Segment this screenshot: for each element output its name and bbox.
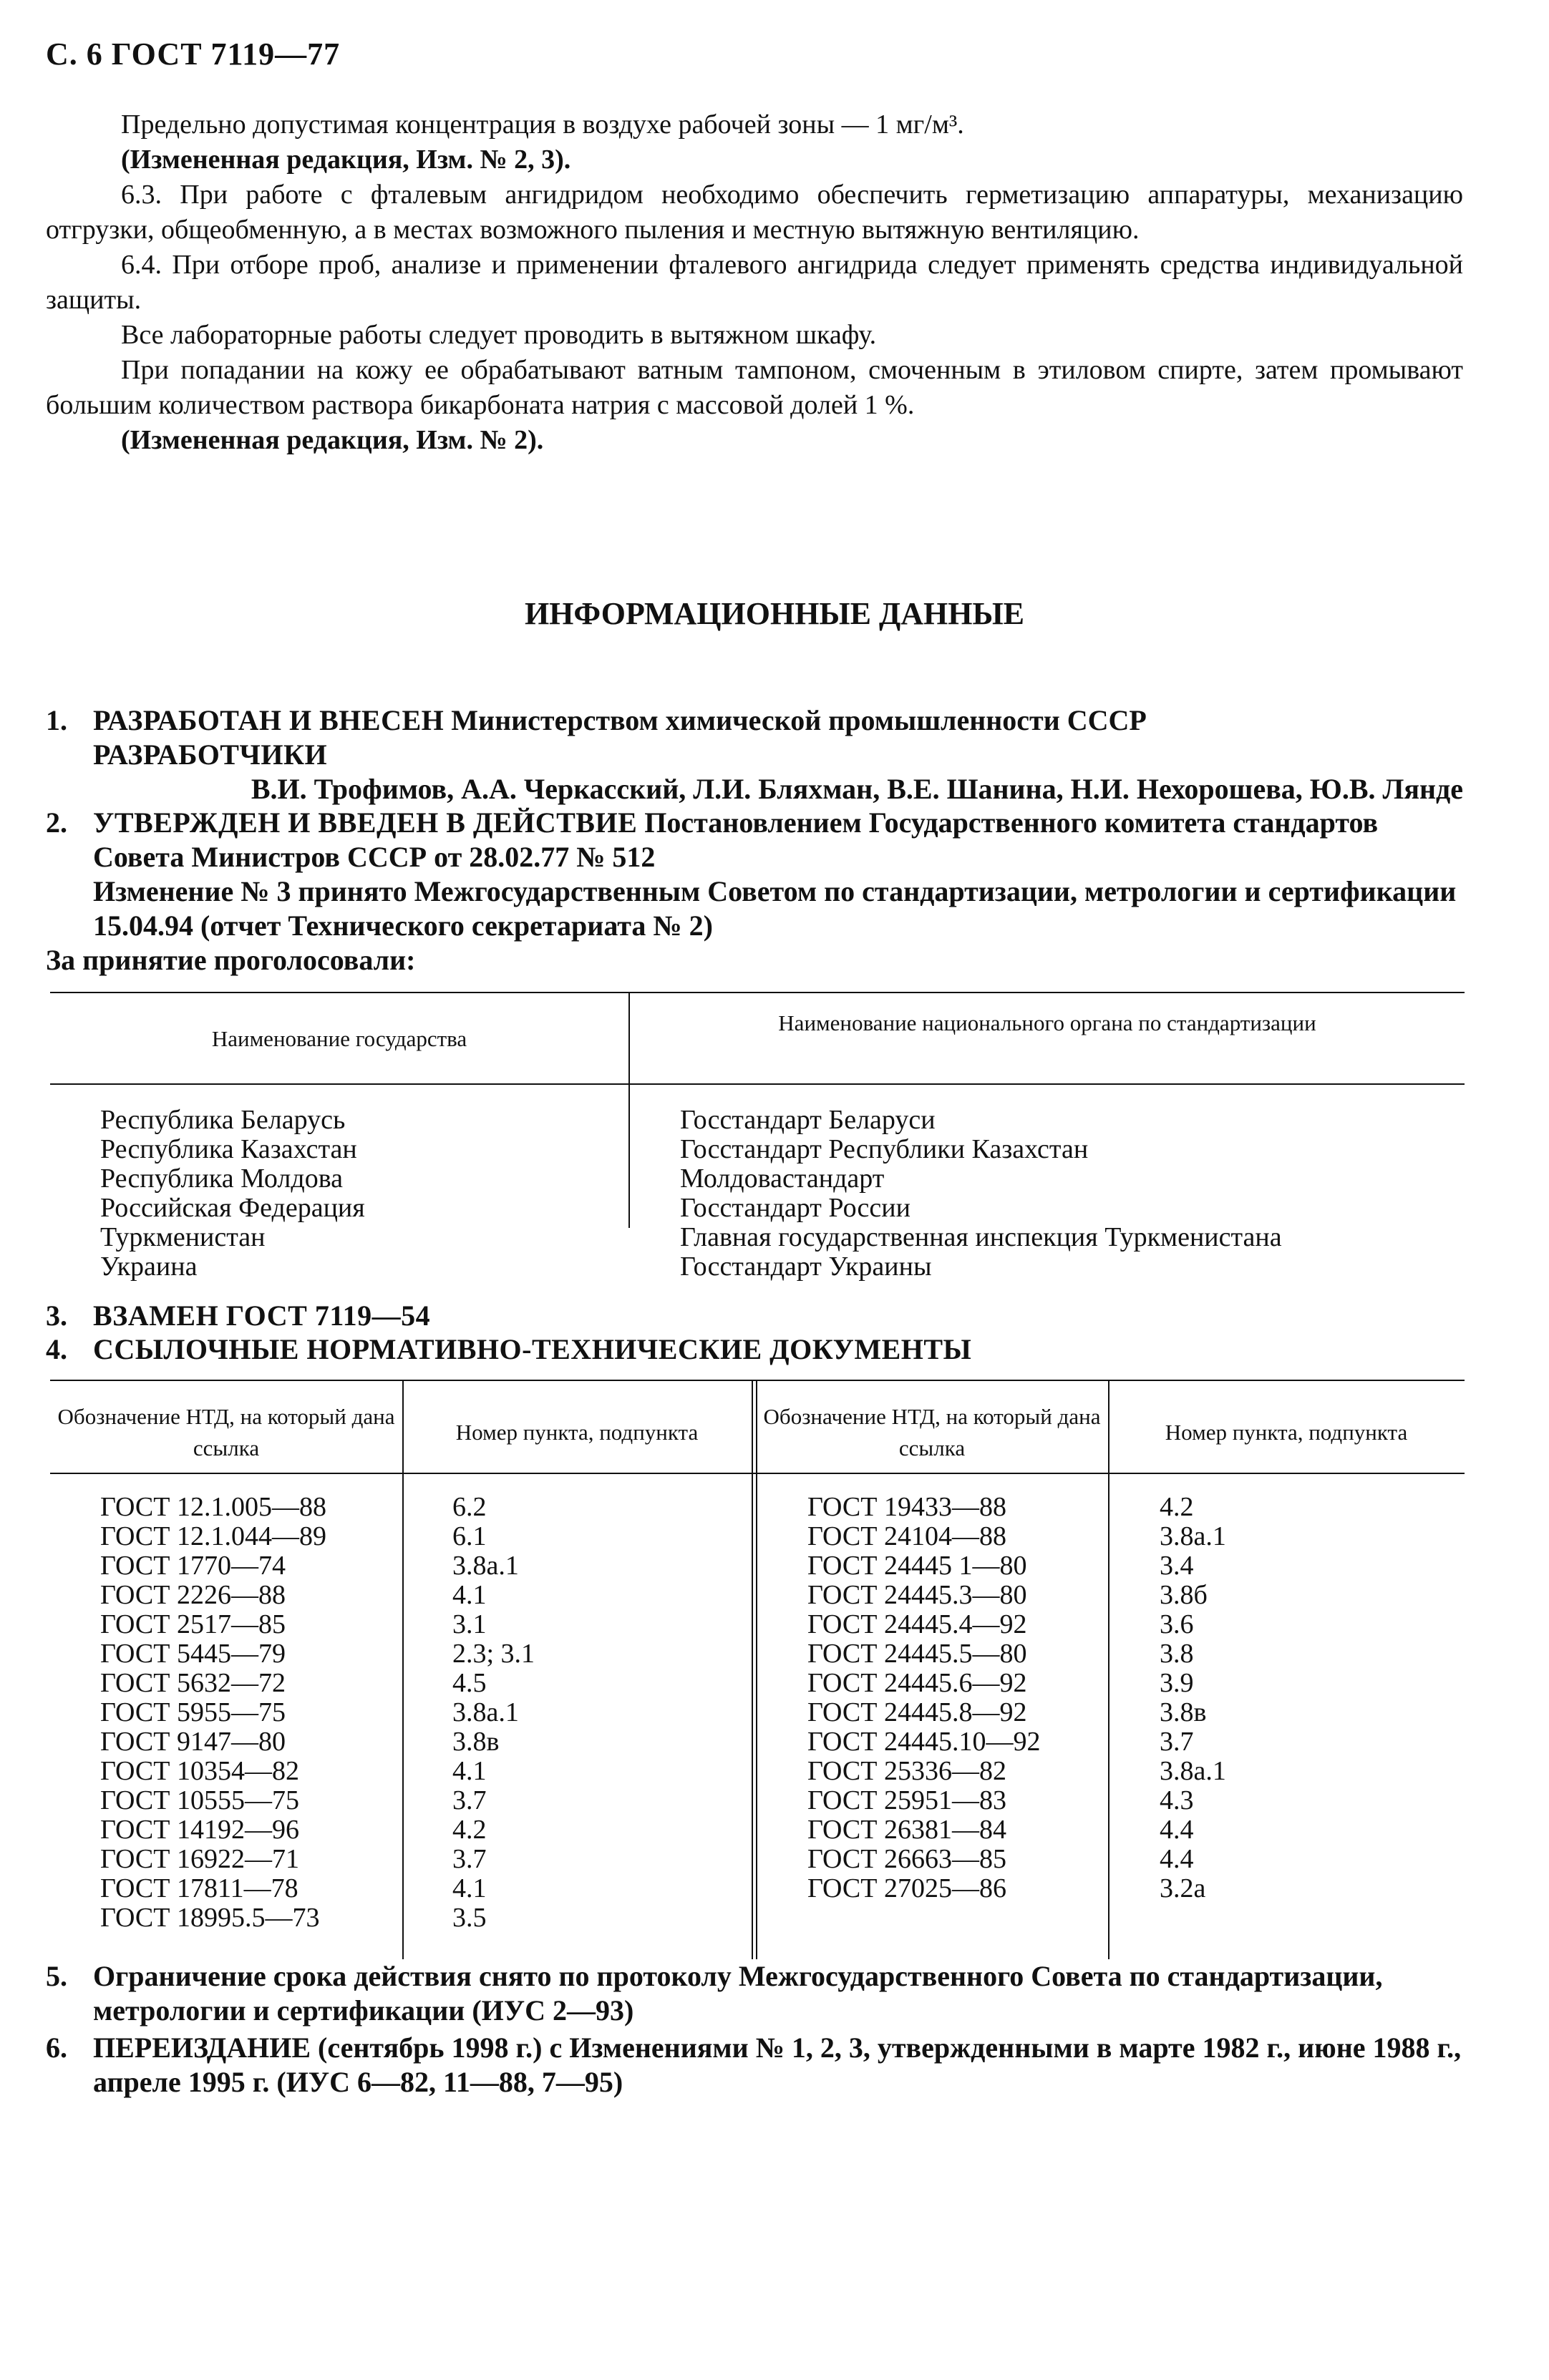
clause-cell: 3.8а.1 bbox=[452, 1551, 519, 1581]
state-cell: Республика Беларусь bbox=[100, 1105, 346, 1135]
ref-doc-cell: ГОСТ 24445.10—92 bbox=[807, 1727, 1041, 1757]
ref-doc-cell: ГОСТ 10555—75 bbox=[100, 1785, 299, 1815]
clause-cell: 3.1 bbox=[452, 1609, 487, 1639]
info-item-3 bbox=[46, 1299, 1463, 1333]
clause-cell: 4.2 bbox=[1160, 1492, 1194, 1522]
header-clause: Номер пункта, подпункта bbox=[455, 1420, 699, 1445]
item-text: ПЕРЕИЗДАНИЕ (сентябрь 1998 г.) с Изменениями № 1, 2, 3, утвержденными в марте 1982 г., июне 1988 г., апреле 1995 г. (ИУС 6—82, 11—88, 7—95) bbox=[93, 2032, 1462, 2098]
body-cell: Молдовастандарт bbox=[680, 1164, 885, 1194]
item-lead: УТВЕРЖДЕН И ВВЕДЕН В ДЕЙСТВИЕ bbox=[93, 806, 638, 839]
state-cell: Республика Молдова bbox=[100, 1164, 344, 1194]
item-lead: РАЗРАБОТАН И ВНЕСЕН bbox=[93, 704, 445, 736]
clause-cell: 3.9 bbox=[1160, 1668, 1194, 1698]
ref-doc-cell: ГОСТ 24445.4—92 bbox=[807, 1609, 1027, 1639]
state-cell: Украина bbox=[100, 1252, 198, 1282]
body-cell: Госстандарт Беларуси bbox=[680, 1105, 936, 1135]
clause-cell: 3.7 bbox=[452, 1785, 487, 1815]
item-number: 2. bbox=[46, 806, 67, 839]
ref-doc-cell: ГОСТ 2517—85 bbox=[100, 1609, 286, 1639]
clause-cell: 4.5 bbox=[452, 1668, 487, 1698]
clause-cell: 4.2 bbox=[452, 1815, 487, 1845]
clause-cell: 3.8а.1 bbox=[1160, 1521, 1226, 1551]
body-cell: Госстандарт Украины bbox=[680, 1252, 932, 1282]
clause-cell: 3.5 bbox=[452, 1903, 487, 1933]
ref-doc-cell: ГОСТ 18995.5—73 bbox=[100, 1903, 320, 1933]
body-cell: Главная государственная инспекция Туркменистана bbox=[680, 1222, 1282, 1252]
clause-cell: 4.1 bbox=[452, 1873, 487, 1903]
ref-doc-cell: ГОСТ 25951—83 bbox=[807, 1785, 1006, 1815]
clause-cell: 3.8а.1 bbox=[452, 1697, 519, 1727]
amendment-note: (Измененная редакция, Изм. № 2). bbox=[121, 425, 544, 455]
ref-doc-cell: ГОСТ 24104—88 bbox=[807, 1521, 1006, 1551]
clause-cell: 4.3 bbox=[1160, 1785, 1194, 1815]
intro-section bbox=[46, 107, 1463, 458]
info-item-1 bbox=[46, 703, 1463, 806]
clause-cell: 6.1 bbox=[452, 1521, 487, 1551]
clause-cell: 3.8в bbox=[452, 1727, 500, 1757]
ref-doc-cell: ГОСТ 17811—78 bbox=[100, 1873, 298, 1903]
state-cell: Туркменистан bbox=[100, 1222, 266, 1252]
clause-cell: 4.4 bbox=[1160, 1844, 1194, 1874]
clause-6-3: 6.3. При работе с фталевым ангидридом необходимо обеспечить герметизацию аппаратуры, механизацию отгрузки, общеобменную, а в местах возможного пыления и местную вытяжную вентиляцию. bbox=[46, 180, 1463, 245]
item-text: Ограничение срока действия снято по протоколу Межгосударственного Совета по стандартизации, метрологии и сертификации (ИУС 2—93) bbox=[93, 1960, 1383, 2027]
voted-label: За принятие проголосовали: bbox=[46, 944, 416, 976]
clause-cell: 3.7 bbox=[1160, 1727, 1194, 1757]
clause-cell: 4.4 bbox=[1160, 1815, 1194, 1845]
ref-doc-cell: ГОСТ 24445.5—80 bbox=[807, 1639, 1027, 1669]
item-number: 4. bbox=[46, 1333, 67, 1365]
header-state: Наименование государства bbox=[211, 1026, 467, 1051]
ref-doc-cell: ГОСТ 5632—72 bbox=[100, 1668, 286, 1698]
clause-6-4: 6.4. При отборе проб, анализе и применении фталевого ангидрида следует применять средства индивидуальной защиты. bbox=[46, 250, 1463, 315]
page-header: С. 6 ГОСТ 7119—77 bbox=[46, 36, 341, 72]
item-number: 1. bbox=[46, 704, 67, 736]
item-text: ВЗАМЕН ГОСТ 7119—54 bbox=[93, 1299, 431, 1332]
clause-cell: 3.4 bbox=[1160, 1551, 1194, 1581]
clause-cell: 3.6 bbox=[1160, 1609, 1194, 1639]
body-cell: Госстандарт России bbox=[680, 1193, 911, 1223]
concentration-paragraph: Предельно допустимая концентрация в воздухе рабочей зоны — 1 мг/м³. bbox=[121, 109, 964, 140]
ref-doc-cell: ГОСТ 19433—88 bbox=[807, 1492, 1006, 1522]
item-number: 3. bbox=[46, 1299, 67, 1332]
clause-cell: 6.2 bbox=[452, 1492, 487, 1522]
ref-doc-cell: ГОСТ 5955—75 bbox=[100, 1697, 286, 1727]
amendment-note: (Измененная редакция, Изм. № 2, 3). bbox=[121, 145, 571, 175]
ref-doc-cell: ГОСТ 14192—96 bbox=[100, 1815, 299, 1845]
item-number: 5. bbox=[46, 1960, 67, 1992]
clause-cell: 3.2а bbox=[1160, 1873, 1206, 1903]
clause-cell: 3.8б bbox=[1160, 1580, 1208, 1610]
ref-doc-cell: ГОСТ 25336—82 bbox=[807, 1756, 1006, 1786]
ref-doc-cell: ГОСТ 9147—80 bbox=[100, 1727, 286, 1757]
ref-doc-cell: ГОСТ 26381—84 bbox=[807, 1815, 1006, 1845]
item-number: 6. bbox=[46, 2032, 67, 2064]
clause-cell: 2.3; 3.1 bbox=[452, 1639, 535, 1669]
clause-cell: 3.8 bbox=[1160, 1639, 1194, 1669]
state-cell: Республика Казахстан bbox=[100, 1134, 357, 1164]
clause-cell: 4.1 bbox=[452, 1580, 487, 1610]
authors-list: В.И. Трофимов, А.А. Черкасский, Л.И. Бляхман, В.Е. Шанина, Н.И. Нехорошева, Ю.В. Лянде bbox=[251, 773, 1463, 805]
item-text: Министерством химической промышленности СССР bbox=[451, 704, 1147, 736]
ref-doc-cell: ГОСТ 26663—85 bbox=[807, 1844, 1006, 1874]
info-heading: ИНФОРМАЦИОННЫЕ ДАННЫЕ bbox=[524, 596, 1025, 631]
clause-cell: 4.1 bbox=[452, 1756, 487, 1786]
info-item-4 bbox=[46, 1332, 1463, 1367]
ref-doc-cell: ГОСТ 10354—82 bbox=[100, 1756, 299, 1786]
item-text: ССЫЛОЧНЫЕ НОРМАТИВНО-ТЕХНИЧЕСКИЕ ДОКУМЕНТЫ bbox=[93, 1333, 972, 1365]
skin-contact-paragraph: При попадании на кожу ее обрабатывают ватным тампоном, смоченным в этиловом спирте, затем промывают большим количеством раствора бикарбоната натрия с массовой долей 1 %. bbox=[46, 355, 1463, 420]
header-standards-body: Наименование национального органа по стандартизации bbox=[778, 1010, 1316, 1035]
ref-doc-cell: ГОСТ 12.1.044—89 bbox=[100, 1521, 326, 1551]
body-cell: Госстандарт Республики Казахстан bbox=[680, 1134, 1089, 1164]
info-item-5 bbox=[46, 1959, 1463, 2028]
info-item-2 bbox=[46, 806, 1463, 943]
ref-doc-cell: ГОСТ 24445.6—92 bbox=[807, 1668, 1027, 1698]
clause-cell: 3.7 bbox=[452, 1844, 487, 1874]
info-item-6 bbox=[46, 2031, 1463, 2099]
ref-doc-cell: ГОСТ 1770—74 bbox=[100, 1551, 286, 1581]
ref-doc-cell: ГОСТ 5445—79 bbox=[100, 1639, 286, 1669]
header-clause: Номер пункта, подпункта bbox=[1165, 1420, 1408, 1445]
ref-doc-cell: ГОСТ 16922—71 bbox=[100, 1844, 299, 1874]
clause-cell: 3.8а.1 bbox=[1160, 1756, 1226, 1786]
developers-label: РАЗРАБОТЧИКИ bbox=[93, 738, 328, 771]
ref-doc-cell: ГОСТ 27025—86 bbox=[807, 1873, 1006, 1903]
ref-doc-cell: ГОСТ 12.1.005—88 bbox=[100, 1492, 326, 1522]
header-ref-doc: Обозначение НТД, на который дана ссылка bbox=[57, 1404, 395, 1460]
lab-work-paragraph: Все лабораторные работы следует проводить в вытяжном шкафу. bbox=[121, 320, 877, 350]
state-cell: Российская Федерация bbox=[100, 1193, 365, 1223]
clause-cell: 3.8в bbox=[1160, 1697, 1207, 1727]
item-text: Постановлением Государственного комитета стандартов Совета Министров СССР от 28.02.77 № 512 bbox=[93, 806, 1379, 873]
ref-doc-cell: ГОСТ 24445.8—92 bbox=[807, 1697, 1027, 1727]
ref-doc-cell: ГОСТ 24445 1—80 bbox=[807, 1551, 1027, 1581]
header-ref-doc: Обозначение НТД, на который дана ссылка bbox=[763, 1404, 1101, 1460]
ref-doc-cell: ГОСТ 24445.3—80 bbox=[807, 1580, 1027, 1610]
ref-doc-cell: ГОСТ 2226—88 bbox=[100, 1580, 286, 1610]
change-note: Изменение № 3 принято Межгосударственным Советом по стандартизации, метрологии и сертификации 15.04.94 (отчет Технического секретариата № 2) bbox=[93, 875, 1457, 942]
